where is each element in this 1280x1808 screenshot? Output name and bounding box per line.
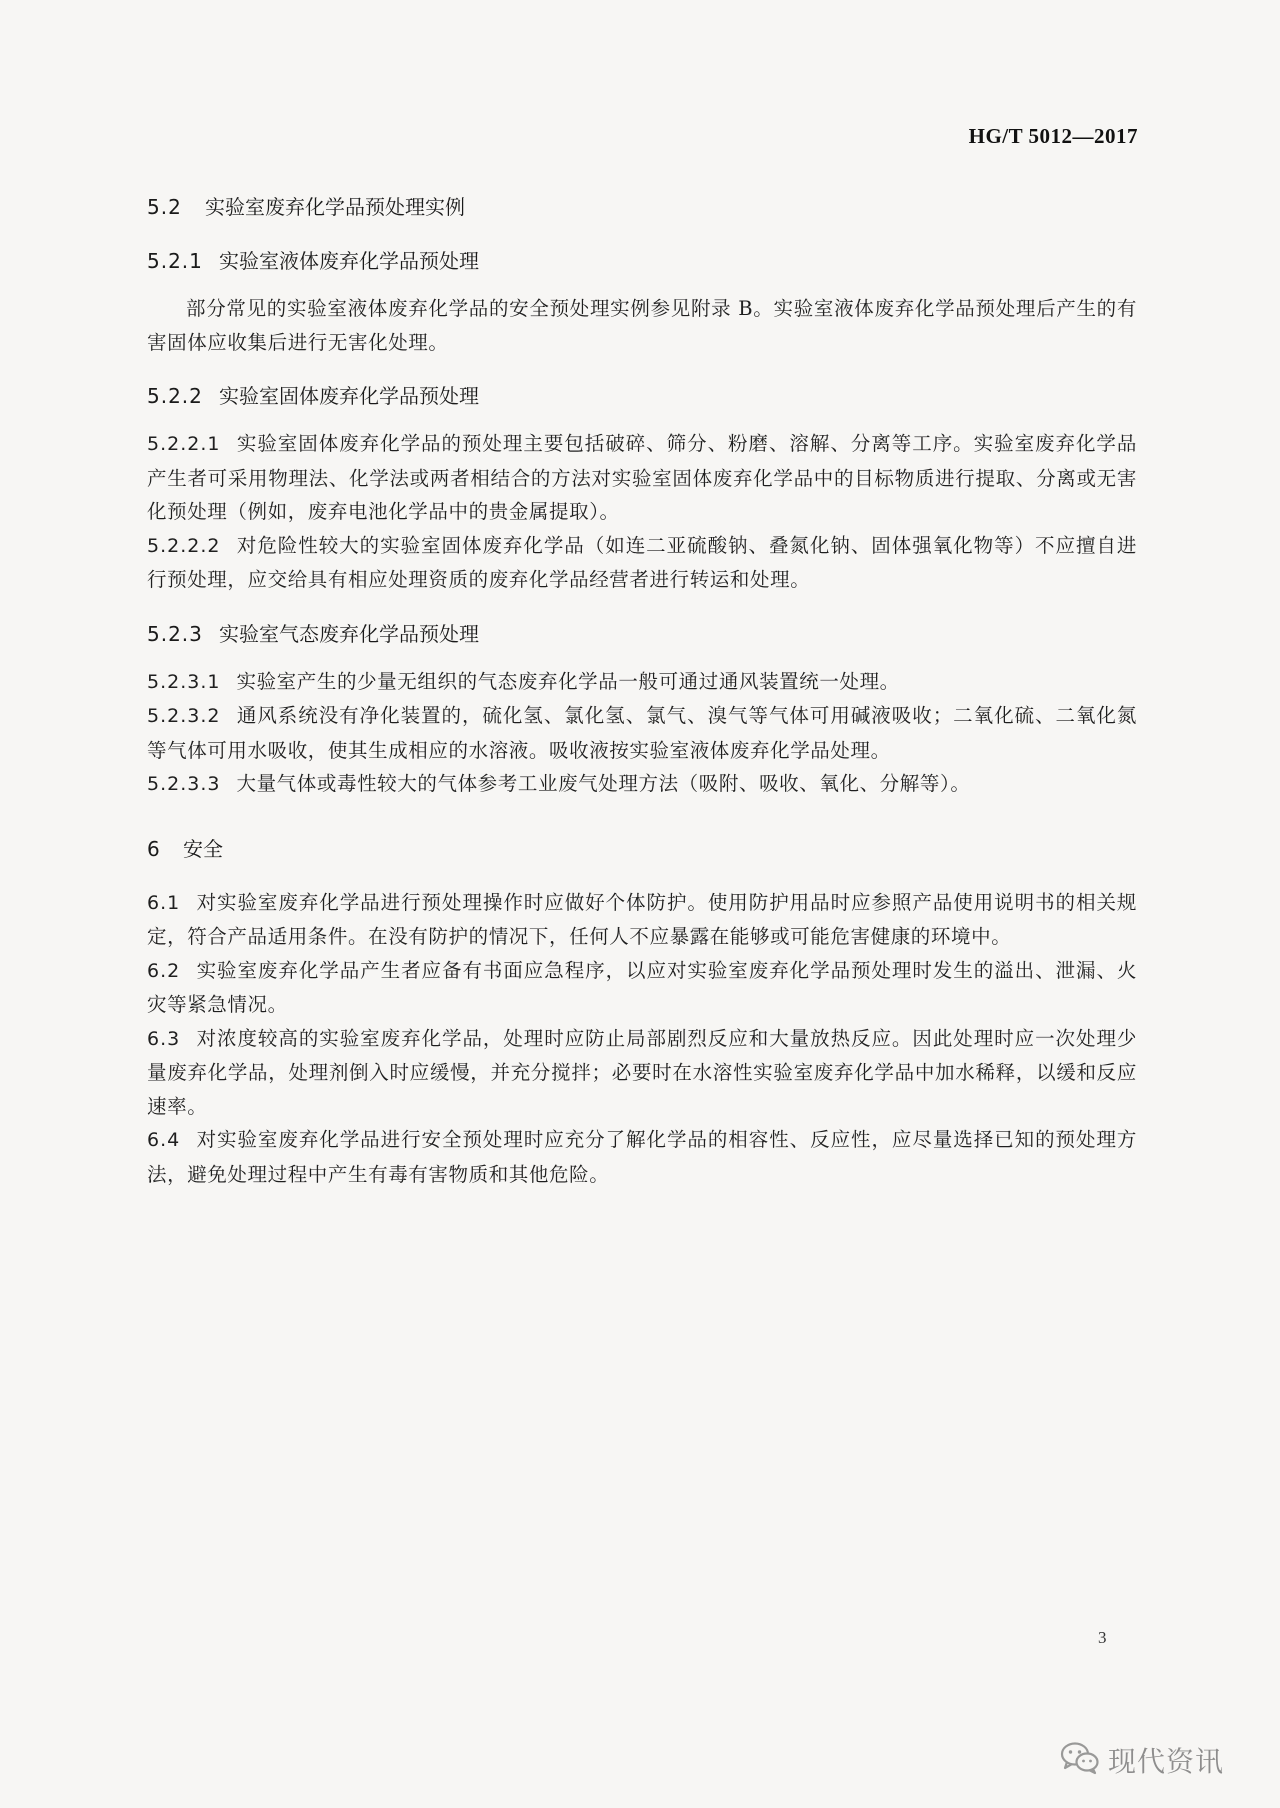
document-body bbox=[147, 190, 1137, 1191]
clause-5-2-2-1 bbox=[147, 427, 1137, 529]
clause-text: 实验室产生的少量无组织的气态废弃化学品一般可通过通风装置统一处理。 bbox=[236, 669, 900, 693]
clause-5-2-3-1 bbox=[147, 665, 1137, 700]
clause-text: 实验室固体废弃化学品的预处理主要包括破碎、筛分、粉磨、溶解、分离等工序。实验室废弃化学品产生者可采用物理法、化学法或两者相结合的方法对实验室固体废弃化学品中的目标物质进行提取、分离或无害化预处理（例如，废弃电池化学品中的贵金属提取）。 bbox=[147, 432, 1137, 523]
section-5-2-1-heading bbox=[147, 244, 1137, 278]
section-number: 5.2.2 bbox=[147, 384, 203, 408]
clause-number: 6.1 bbox=[147, 891, 181, 914]
clause-text: 实验室废弃化学品产生者应备有书面应急程序，以应对实验室废弃化学品预处理时发生的溢出、泄漏、火灾等紧急情况。 bbox=[147, 958, 1137, 1016]
clause-number: 5.2.2.1 bbox=[147, 433, 221, 455]
clause-6-4 bbox=[147, 1123, 1137, 1191]
standard-code: HG/T 5012—2017 bbox=[968, 124, 1138, 148]
clause-6-2 bbox=[147, 954, 1137, 1022]
clause-6-3 bbox=[147, 1022, 1137, 1124]
clause-number: 5.2.3.2 bbox=[147, 705, 221, 727]
page-number: 3 bbox=[1098, 1628, 1107, 1647]
section-6-heading bbox=[147, 832, 1137, 866]
clause-5-2-3-2 bbox=[147, 699, 1137, 767]
clause-6-1 bbox=[147, 886, 1137, 954]
watermark-text: 现代资讯 bbox=[1108, 1745, 1225, 1778]
section-title: 实验室液体废弃化学品预处理 bbox=[219, 249, 479, 273]
clause-number: 6.2 bbox=[147, 959, 181, 982]
section-5-2-2-heading bbox=[147, 379, 1137, 413]
clause-5-2-2-2 bbox=[147, 529, 1137, 597]
section-title: 实验室固体废弃化学品预处理 bbox=[219, 384, 479, 408]
clause-number: 6.3 bbox=[147, 1027, 181, 1050]
clause-text: 通风系统没有净化装置的，硫化氢、氯化氢、氯气、溴气等气体可用碱液吸收；二氧化硫、二氧化氮等气体可用水吸收，使其生成相应的水溶液。吸收液按实验室液体废弃化学品处理。 bbox=[147, 704, 1137, 762]
clause-number: 6.4 bbox=[147, 1129, 181, 1151]
clause-text: 对实验室废弃化学品进行预处理操作时应做好个体防护。使用防护用品时应参照产品使用说明书的相关规定，符合产品适用条件。在没有防护的情况下，任何人不应暴露在能够或可能危害健康的环境中。 bbox=[147, 890, 1137, 948]
paragraph: 部分常见的实验室液体废弃化学品的安全预处理实例参见附录 B。实验室液体废弃化学品预处理后产生的有害固体应收集后进行无害化处理。 bbox=[147, 297, 1137, 354]
section-number: 5.2 bbox=[147, 195, 182, 219]
section-title: 安全 bbox=[183, 836, 223, 861]
section-number: 5.2.3 bbox=[147, 621, 203, 646]
clause-text: 对实验室废弃化学品进行安全预处理时应充分了解化学品的相容性、反应性，应尽量选择已知的预处理方法，避免处理过程中产生有毒有害物质和其他危险。 bbox=[147, 1128, 1137, 1186]
clause-text: 对浓度较高的实验室废弃化学品，处理时应防止局部剧烈反应和大量放热反应。因此处理时应一次处理少量废弃化学品，处理剂倒入时应缓慢，并充分搅拌；必要时在水溶性实验室废弃化学品中加水稀释，以缓和反应速率。 bbox=[147, 1026, 1137, 1118]
section-5-2-3-heading bbox=[147, 617, 1137, 651]
wechat-icon bbox=[1060, 1741, 1100, 1779]
section-number: 6 bbox=[147, 836, 161, 861]
clause-5-2-3-3 bbox=[147, 767, 1137, 802]
clause-text: 大量气体或毒性较大的气体参考工业废气处理方法（吸附、吸收、氧化、分解等）。 bbox=[236, 772, 971, 795]
watermark bbox=[1060, 1740, 1224, 1780]
section-title: 实验室废弃化学品预处理实例 bbox=[205, 195, 465, 219]
clause-number: 5.2.3.3 bbox=[147, 773, 221, 795]
section-title: 实验室气态废弃化学品预处理 bbox=[219, 621, 479, 646]
clause-text: 对危险性较大的实验室固体废弃化学品（如连二亚硫酸钠、叠氮化钠、固体强氧化物等）不应擅自进行预处理，应交给具有相应处理资质的废弃化学品经营者进行转运和处理。 bbox=[147, 533, 1137, 591]
section-number: 5.2.1 bbox=[147, 249, 203, 273]
clause-number: 5.2.2.2 bbox=[147, 534, 221, 557]
clause-number: 5.2.3.1 bbox=[147, 670, 221, 693]
section-5-2-heading bbox=[147, 190, 1137, 224]
